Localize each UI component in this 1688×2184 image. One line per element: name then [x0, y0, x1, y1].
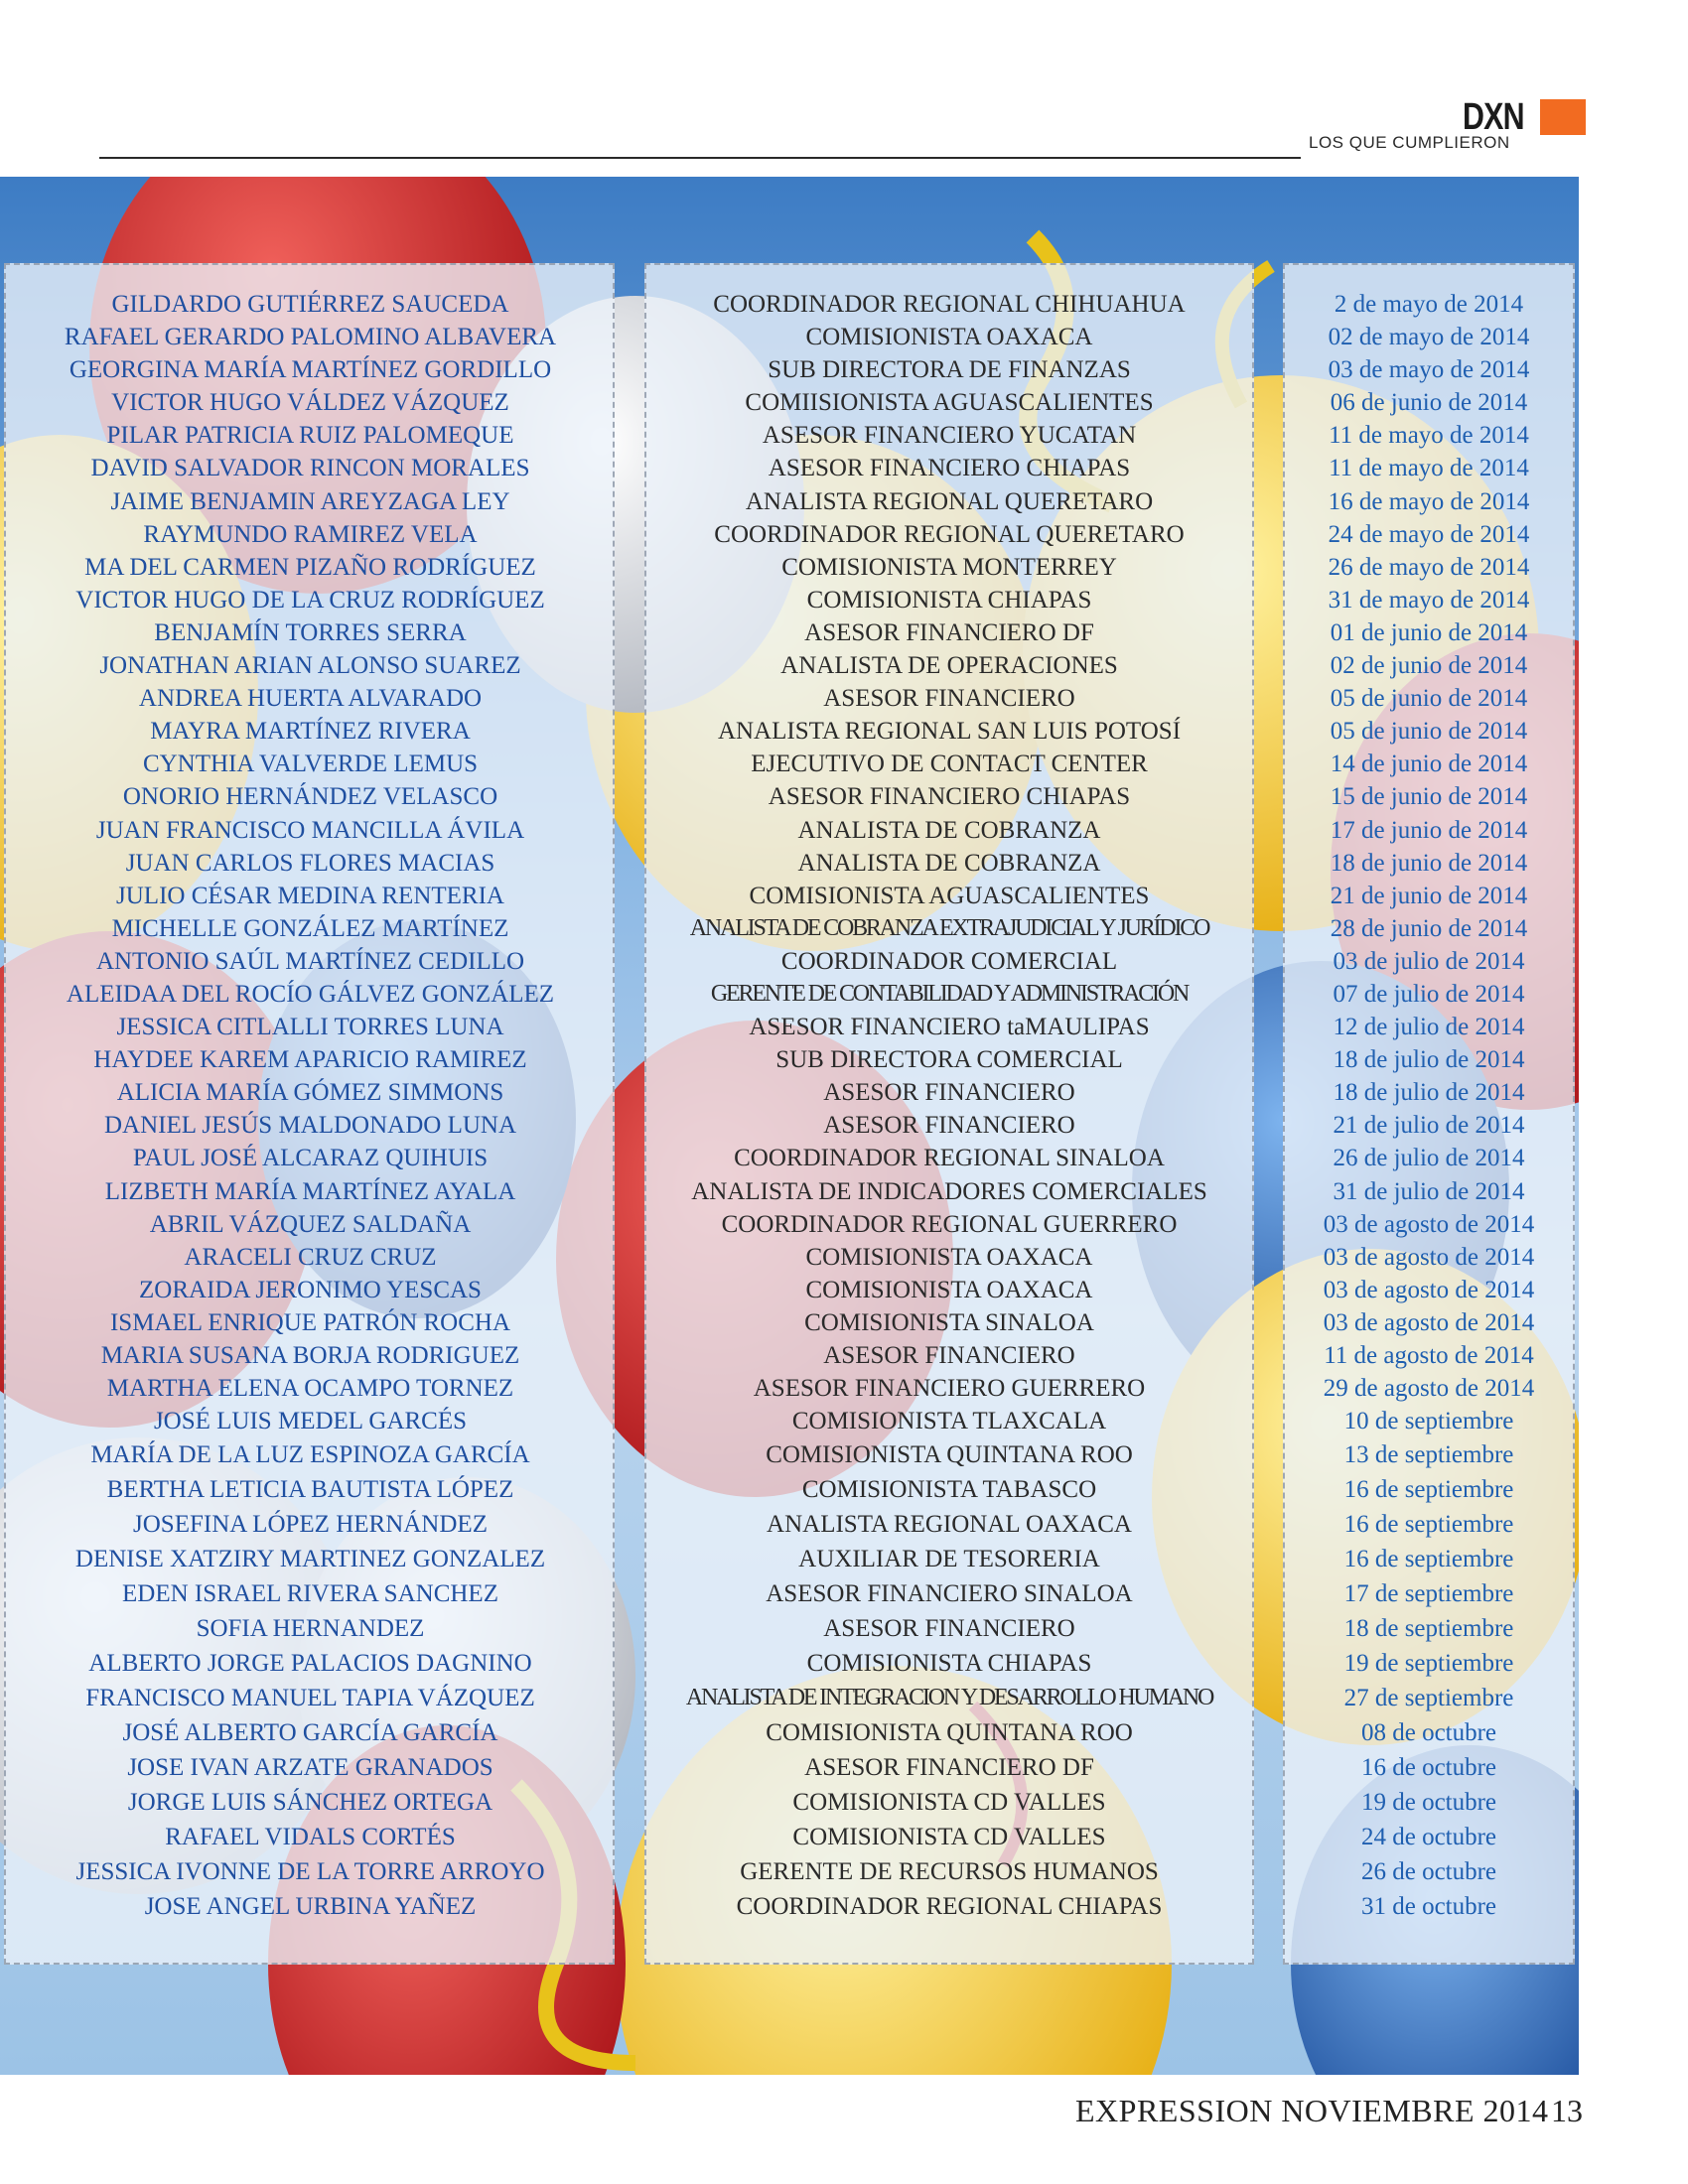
page-number: 13: [1551, 2093, 1583, 2128]
employee-role: COMISIONISTA OAXACA: [805, 1243, 1093, 1271]
anniversary-date: 14 de junio de 2014: [1330, 751, 1528, 778]
anniversary-date: 29 de agosto de 2014: [1323, 1375, 1535, 1403]
anniversary-date: 11 de agosto de 2014: [1324, 1342, 1534, 1369]
employee-name: ANTONIO SAÚL MARTÍNEZ CEDILLO: [95, 947, 525, 975]
employee-name: JUAN FRANCISCO MANCILLA ÁVILA: [95, 816, 525, 844]
employee-name: JOSÉ ALBERTO GARCÍA GARCÍA: [122, 1719, 498, 1747]
employee-name: SOFIA HERNANDEZ: [196, 1615, 425, 1643]
employee-role: COMISIONISTA AGUASCALIENTES: [749, 882, 1150, 909]
employee-role: GERENTE DE CONTABILIDAD Y ADMINISTRACIÓN: [710, 980, 1189, 1007]
employee-role: ASESOR FINANCIERO CHIAPAS: [768, 455, 1131, 482]
employee-role: ASESOR FINANCIERO DF: [804, 1754, 1094, 1782]
anniversary-date: 17 de septiembre: [1343, 1580, 1514, 1608]
employee-name: JAIME BENJAMIN AREYZAGA LEY: [110, 487, 510, 515]
employee-name: MARTHA ELENA OCAMPO TORNEZ: [106, 1375, 514, 1403]
anniversary-date: 18 de septiembre: [1343, 1615, 1514, 1643]
employee-role: COORDINADOR REGIONAL QUERETARO: [714, 520, 1185, 548]
anniversary-date: 11 de mayo de 2014: [1329, 422, 1529, 450]
anniversary-date: 2 de mayo de 2014: [1334, 291, 1524, 318]
anniversary-date: 03 de agosto de 2014: [1323, 1210, 1535, 1238]
anniversary-date: 07 de julio de 2014: [1333, 980, 1525, 1008]
employee-name: MARIA SUSANA BORJA RODRIGUEZ: [100, 1342, 520, 1369]
employee-name: JESSICA CITLALLI TORRES LUNA: [116, 1014, 504, 1041]
employee-role: COMISIONISTA SINALOA: [804, 1308, 1094, 1336]
employee-name: PAUL JOSÉ ALCARAZ QUIHUIS: [132, 1145, 489, 1172]
employee-name: ARACELI CRUZ CRUZ: [184, 1243, 437, 1271]
employee-role: COMISIONISTA CHIAPAS: [806, 1650, 1092, 1678]
publication-title: EXPRESSION NOVIEMBRE 2014: [1075, 2093, 1549, 2128]
anniversary-date: 19 de octubre: [1360, 1789, 1497, 1817]
employee-name: JOSÉ LUIS MEDEL GARCÉS: [153, 1408, 468, 1435]
employee-name: LIZBETH MARÍA MARTÍNEZ AYALA: [104, 1177, 516, 1205]
anniversary-date: 16 de septiembre: [1343, 1546, 1514, 1573]
anniversary-date: 01 de junio de 2014: [1330, 618, 1528, 646]
section-label: LOS QUE CUMPLIERON: [1309, 133, 1510, 152]
employee-role: ANALISTA DE COBRANZA: [797, 816, 1101, 844]
employee-role: AUXILIAR DE TESORERIA: [798, 1546, 1100, 1573]
employee-role: COMISIONISTA CD VALLES: [792, 1789, 1106, 1817]
employee-role: COMISIONISTA CHIAPAS: [806, 586, 1092, 614]
employee-role: ANALISTA REGIONAL SAN LUIS POTOSÍ: [717, 718, 1182, 746]
employee-name: DAVID SALVADOR RINCON MORALES: [90, 455, 530, 482]
employee-role: ANALISTA REGIONAL OAXACA: [767, 1511, 1132, 1539]
employee-role: SUB DIRECTORA COMERCIAL: [775, 1046, 1123, 1074]
anniversary-date: 16 de septiembre: [1343, 1511, 1514, 1539]
employee-role: ASESOR FINANCIERO: [823, 1615, 1075, 1643]
employee-role: COMISIONISTA OAXACA: [805, 324, 1093, 351]
anniversary-date: 15 de junio de 2014: [1330, 783, 1528, 811]
employee-name: EDEN ISRAEL RIVERA SANCHEZ: [122, 1580, 498, 1608]
employee-name: ZORAIDA JERONIMO YESCAS: [139, 1276, 482, 1303]
employee-name: JONATHAN ARIAN ALONSO SUAREZ: [99, 652, 521, 680]
employee-name: JORGE LUIS SÁNCHEZ ORTEGA: [127, 1789, 493, 1817]
employee-role: ANALISTA DE OPERACIONES: [780, 652, 1118, 680]
dxn-logo: [1463, 97, 1586, 137]
anniversary-date: 24 de mayo de 2014: [1328, 520, 1530, 548]
anniversary-date: 18 de julio de 2014: [1333, 1079, 1525, 1107]
anniversary-date: 21 de julio de 2014: [1333, 1112, 1525, 1140]
employee-name: BENJAMÍN TORRES SERRA: [154, 618, 467, 646]
employee-role: ASESOR FINANCIERO: [823, 1112, 1075, 1140]
employee-name: PILAR PATRICIA RUIZ PALOMEQUE: [106, 422, 514, 450]
anniversary-date: 21 de junio de 2014: [1330, 882, 1528, 909]
employee-name: JUAN CARLOS FLORES MACIAS: [125, 849, 495, 877]
anniversary-date: 26 de octubre: [1360, 1858, 1497, 1886]
anniversary-date: 11 de mayo de 2014: [1329, 455, 1529, 482]
employee-role: COMISIONISTA TLAXCALA: [791, 1408, 1107, 1435]
employee-name: JOSE ANGEL URBINA YAÑEZ: [144, 1893, 477, 1921]
employee-name: DENISE XATZIRY MARTINEZ GONZALEZ: [74, 1546, 546, 1573]
employee-role: COMIISIONISTA AGUASCALIENTES: [745, 389, 1154, 417]
anniversary-date: 31 de octubre: [1360, 1893, 1497, 1921]
employee-role: COMISIONISTA OAXACA: [805, 1276, 1093, 1303]
employee-role: ANALISTA DE INDICADORES COMERCIALES: [691, 1177, 1207, 1205]
anniversary-date: 18 de julio de 2014: [1333, 1046, 1525, 1074]
anniversary-date: 03 de agosto de 2014: [1323, 1308, 1535, 1336]
anniversary-date: 03 de agosto de 2014: [1323, 1276, 1535, 1303]
employee-name: GILDARDO GUTIÉRREZ SAUCEDA: [111, 291, 509, 318]
employee-name: VICTOR HUGO VÁLDEZ VÁZQUEZ: [111, 389, 509, 417]
anniversary-date: 16 de mayo de 2014: [1328, 487, 1530, 515]
employee-name: JULIO CÉSAR MEDINA RENTERIA: [116, 882, 504, 909]
names-list: [10, 288, 611, 1924]
employee-role: ANALISTA DE COBRANZA EXTRAJUDICIAL Y JURÍDICO: [689, 914, 1209, 941]
employee-name: RAYMUNDO RAMIREZ VELA: [143, 520, 478, 548]
employee-name: DANIEL JESÚS MALDONADO LUNA: [103, 1112, 517, 1140]
anniversary-date: 08 de octubre: [1360, 1719, 1497, 1747]
employee-name: CYNTHIA VALVERDE LEMUS: [142, 751, 479, 778]
employee-role: COORDINADOR REGIONAL GUERRERO: [721, 1210, 1178, 1238]
employee-role: ANALISTA DE COBRANZA: [797, 849, 1101, 877]
anniversary-date: 18 de junio de 2014: [1330, 849, 1528, 877]
anniversary-date: 13 de septiembre: [1343, 1441, 1514, 1469]
employee-name: FRANCISCO MANUEL TAPIA VÁZQUEZ: [85, 1685, 535, 1712]
employee-role: ASESOR FINANCIERO: [823, 685, 1075, 713]
employee-role: ASESOR FINANCIERO: [823, 1342, 1075, 1369]
dates-list: [1288, 288, 1570, 1924]
anniversary-date: 19 de septiembre: [1343, 1650, 1514, 1678]
employee-role: COORDINADOR REGIONAL CHIHUAHUA: [713, 291, 1186, 318]
employee-role: ASESOR FINANCIERO GUERRERO: [753, 1375, 1146, 1403]
logo-text: DXN: [1463, 96, 1524, 138]
anniversary-date: 26 de mayo de 2014: [1328, 553, 1530, 581]
employee-name: JESSICA IVONNE DE LA TORRE ARROYO: [75, 1858, 545, 1886]
employee-role: ASESOR FINANCIERO: [823, 1079, 1075, 1107]
anniversary-date: 31 de mayo de 2014: [1328, 586, 1530, 614]
anniversary-date: 12 de julio de 2014: [1333, 1014, 1525, 1041]
employee-role: COMISIONISTA CD VALLES: [792, 1824, 1106, 1851]
logo-orange-square-icon: [1540, 99, 1586, 135]
employee-role: COORDINADOR REGIONAL SINALOA: [734, 1145, 1165, 1172]
employee-name: MICHELLE GONZÁLEZ MARTÍNEZ: [111, 914, 509, 942]
employee-name: BERTHA LETICIA BAUTISTA LÓPEZ: [106, 1476, 514, 1504]
anniversary-date: 10 de septiembre: [1343, 1408, 1514, 1435]
employee-role: ANALISTA REGIONAL QUERETARO: [745, 487, 1154, 515]
employee-name: HAYDEE KAREM APARICIO RAMIREZ: [93, 1046, 527, 1074]
employee-role: ASESOR FINANCIERO taMAULIPAS: [749, 1014, 1150, 1041]
roles-list: [650, 288, 1248, 1924]
employee-name: RAFAEL GERARDO PALOMINO ALBAVERA: [64, 324, 557, 351]
anniversary-date: 02 de mayo de 2014: [1328, 324, 1530, 351]
employee-role: COMISIONISTA TABASCO: [801, 1476, 1097, 1504]
employee-name: VICTOR HUGO DE LA CRUZ RODRÍGUEZ: [75, 586, 545, 614]
employee-role: COMISIONISTA QUINTANA ROO: [766, 1719, 1133, 1747]
anniversary-date: 16 de septiembre: [1343, 1476, 1514, 1504]
anniversary-date: 17 de junio de 2014: [1330, 816, 1528, 844]
anniversary-date: 03 de agosto de 2014: [1323, 1243, 1535, 1271]
anniversary-date: 05 de junio de 2014: [1330, 685, 1528, 713]
employee-role: SUB DIRECTORA DE FINANZAS: [768, 356, 1131, 384]
employee-role: GERENTE DE RECURSOS HUMANOS: [740, 1858, 1159, 1886]
anniversary-date: 03 de mayo de 2014: [1328, 356, 1530, 384]
anniversary-date: 24 de octubre: [1360, 1824, 1497, 1851]
employee-name: RAFAEL VIDALS CORTÉS: [165, 1824, 456, 1851]
employee-name: ALICIA MARÍA GÓMEZ SIMMONS: [116, 1079, 504, 1107]
employee-name: ALEIDAA DEL ROCÍO GÁLVEZ GONZÁLEZ: [66, 980, 555, 1008]
employee-name: GEORGINA MARÍA MARTÍNEZ GORDILLO: [69, 356, 552, 384]
employee-name: ALBERTO JORGE PALACIOS DAGNINO: [88, 1650, 532, 1678]
anniversary-date: 31 de julio de 2014: [1333, 1177, 1525, 1205]
employee-role: COORDINADOR COMERCIAL: [780, 947, 1118, 975]
employee-role: COMISIONISTA MONTERREY: [781, 553, 1117, 581]
employee-name: JOSE IVAN ARZATE GRANADOS: [127, 1754, 493, 1782]
employee-name: MA DEL CARMEN PIZAÑO RODRÍGUEZ: [84, 553, 536, 581]
employee-name: MARÍA DE LA LUZ ESPINOZA GARCÍA: [90, 1441, 530, 1469]
employee-role: ASESOR FINANCIERO SINALOA: [766, 1580, 1133, 1608]
employee-role: ASESOR FINANCIERO DF: [804, 618, 1094, 646]
anniversary-date: 03 de julio de 2014: [1333, 947, 1525, 975]
anniversary-date: 26 de julio de 2014: [1333, 1145, 1525, 1172]
header-rule: [99, 157, 1301, 159]
anniversary-date: 02 de junio de 2014: [1330, 652, 1528, 680]
anniversary-date: 27 de septiembre: [1343, 1685, 1514, 1712]
anniversary-date: 28 de junio de 2014: [1330, 914, 1528, 942]
anniversary-date: 05 de junio de 2014: [1330, 718, 1528, 746]
employee-role: COORDINADOR REGIONAL CHIAPAS: [736, 1893, 1163, 1921]
employee-role: ASESOR FINANCIERO CHIAPAS: [768, 783, 1131, 811]
employee-name: ABRIL VÁZQUEZ SALDAÑA: [149, 1210, 472, 1238]
employee-name: ANDREA HUERTA ALVARADO: [138, 685, 483, 713]
employee-name: ONORIO HERNÁNDEZ VELASCO: [122, 783, 498, 811]
employee-name: ISMAEL ENRIQUE PATRÓN ROCHA: [109, 1308, 511, 1336]
anniversary-date: 16 de octubre: [1360, 1754, 1497, 1782]
employee-role: COMISIONISTA QUINTANA ROO: [766, 1441, 1133, 1469]
employee-name: MAYRA MARTÍNEZ RIVERA: [150, 718, 471, 746]
employee-role: ANALISTA DE INTEGRACION Y DESARROLLO HUMANO: [685, 1685, 1213, 1711]
employee-role: EJECUTIVO DE CONTACT CENTER: [751, 751, 1148, 778]
anniversary-date: 06 de junio de 2014: [1330, 389, 1528, 417]
employee-name: JOSEFINA LÓPEZ HERNÁNDEZ: [133, 1511, 488, 1539]
employee-role: ASESOR FINANCIERO YUCATAN: [762, 422, 1137, 450]
